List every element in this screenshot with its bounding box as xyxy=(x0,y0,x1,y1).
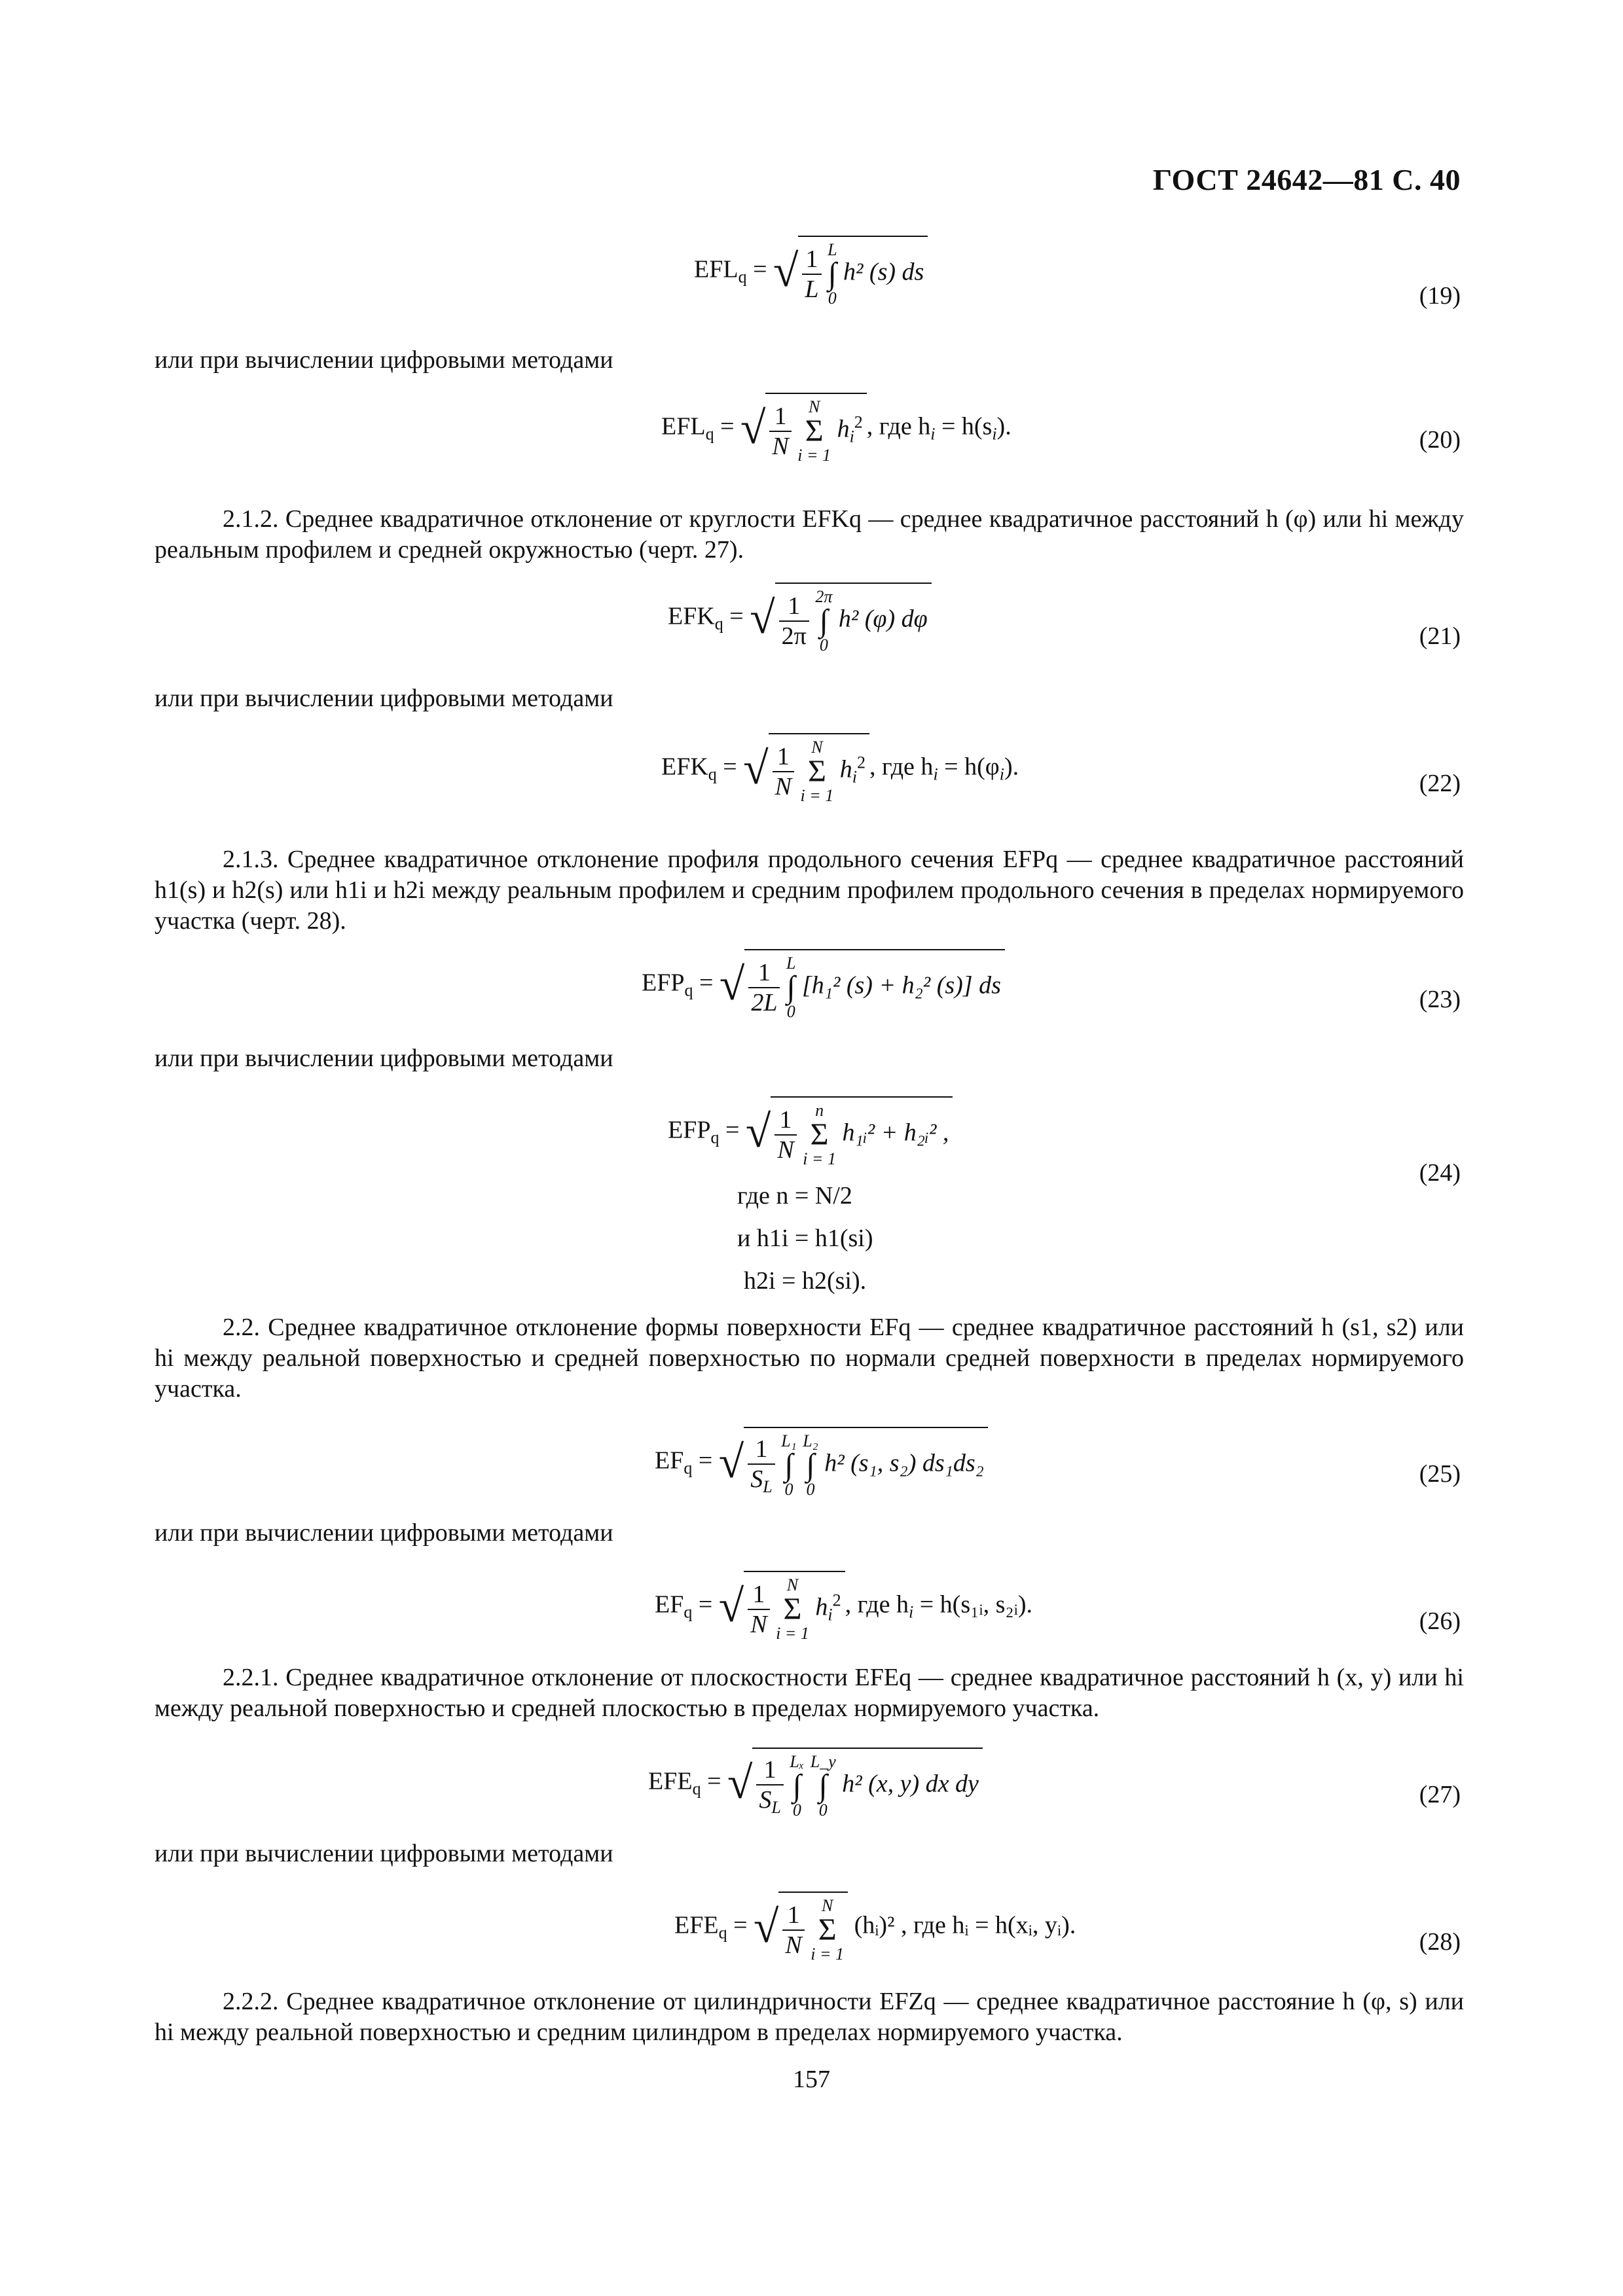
equation-number-22: (22) xyxy=(1419,770,1461,797)
formula-20: $EFL_q$ = √ $\frac{1}{N}$ N Σ i = 1 $h_i^2$ , где $h_i = h(s_i)$. xyxy=(661,393,1012,465)
where-line-2: и h1i = h1(si) xyxy=(737,1225,873,1252)
paragraph-2-2: 2.2. Среднее квадратичное отклонение формы поверхности EFq — среднее квадратичное расстояний h (s1, s2) или hi между реальной поверхностью и средней поверхностью по нормали средней поверхности в пределах нормируемого участка. xyxy=(155,1314,1464,1403)
formula-23: $EFP_q$ = √ $\frac{1}{2L}$ L ∫ 0 [h₁² (s) + h₂² (s)] ds xyxy=(642,949,1005,1021)
paragraph-2-1-3: 2.1.3. Среднее квадратичное отклонение профиля продольного сечения EFPq — среднее квадратичное расстояний h1(s) и h2(s) или h1i и h2i между реальным профилем и средним профилем продольного сечения в пределах нормируемого участка (черт. 28). xyxy=(155,846,1464,935)
formula-27: $EFE_q$ = √ $\frac{1}{S_L}$ Lₓ ∫ 0 L_y ∫ 0 h² (x, y) dx dy xyxy=(648,1748,983,1820)
equation-number-26: (26) xyxy=(1419,1607,1461,1635)
paragraph-2-1-2: 2.1.2. Среднее квадратичное отклонение от круглости EFKq — среднее квадратичное расстояний h (φ) или hi между реальным профилем и средней окружностью (черт. 27). xyxy=(155,505,1464,564)
methods-text-4: или при вычислении цифровыми методами xyxy=(155,1519,613,1547)
methods-text-2: или при вычислении цифровыми методами xyxy=(155,685,613,712)
equation-number-24: (24) xyxy=(1419,1159,1461,1187)
formula-19: $EFL_q$ = √ $\frac{1}{L}$ L ∫ 0 h² (s) ds xyxy=(694,236,928,308)
equation-number-28: (28) xyxy=(1419,1928,1461,1956)
formula-28: $EFE_q$ = √ $\frac{1}{N}$ N Σ i = 1 (hᵢ)² , где hᵢ = h(xᵢ, yᵢ). xyxy=(674,1892,1076,1964)
formula-21: $EFK_q$ = √ $\frac{1}{2\pi}$ 2π ∫ 0 h² (φ) dφ xyxy=(668,583,932,655)
formula-25: $EF_q$ = √ $\frac{1}{S_L}$ L₁ ∫ 0 L₂ ∫ 0 h² (s₁, s₂) ds₁ds₂ xyxy=(655,1427,988,1499)
page-header: ГОСТ 24642—81 С. 40 xyxy=(1152,163,1461,196)
formula-24: $EFP_q$ = √ $\frac{1}{N}$ n Σ i = 1 h₁ᵢ² + h₂ᵢ² , xyxy=(668,1096,953,1168)
formula-26: $EF_q$ = √ $\frac{1}{N}$ N Σ i = 1 $h_i^2$ , где $h_i$ = h(s₁ᵢ, s₂ᵢ). xyxy=(655,1571,1032,1643)
equation-number-23: (23) xyxy=(1419,986,1461,1013)
paragraph-2-2-1: 2.2.1. Среднее квадратичное отклонение от плоскостности EFEq — среднее квадратичное расстояний h (x, y) или hi между реальной поверхностью и средней плоскостью в пределах нормируемого участка. xyxy=(155,1664,1464,1722)
equation-number-19: (19) xyxy=(1419,282,1461,310)
paragraph-2-2-2: 2.2.2. Среднее квадратичное отклонение от цилиндричности EFZq — среднее квадратичное расстояние h (φ, s) или hi между реальной поверхностью и средним цилиндром в пределах нормируемого участка. xyxy=(155,1988,1464,2046)
where-line-3: h2i = h2(si). xyxy=(744,1267,867,1295)
formula-22: $EFK_q$ = √ $\frac{1}{N}$ N Σ i = 1 $h_i^2$ , где $h_i = h(\varphi_i)$. xyxy=(661,733,1019,805)
methods-text-3: или при вычислении цифровыми методами xyxy=(155,1045,613,1072)
equation-number-21: (21) xyxy=(1419,622,1461,650)
where-line-1: где n = N/2 xyxy=(737,1182,852,1210)
page-number: 157 xyxy=(793,2066,830,2093)
methods-text-1: или при вычислении цифровыми методами xyxy=(155,346,613,374)
methods-text-5: или при вычислении цифровыми методами xyxy=(155,1840,613,1867)
equation-number-25: (25) xyxy=(1419,1460,1461,1488)
equation-number-27: (27) xyxy=(1419,1781,1461,1808)
equation-number-20: (20) xyxy=(1419,426,1461,454)
